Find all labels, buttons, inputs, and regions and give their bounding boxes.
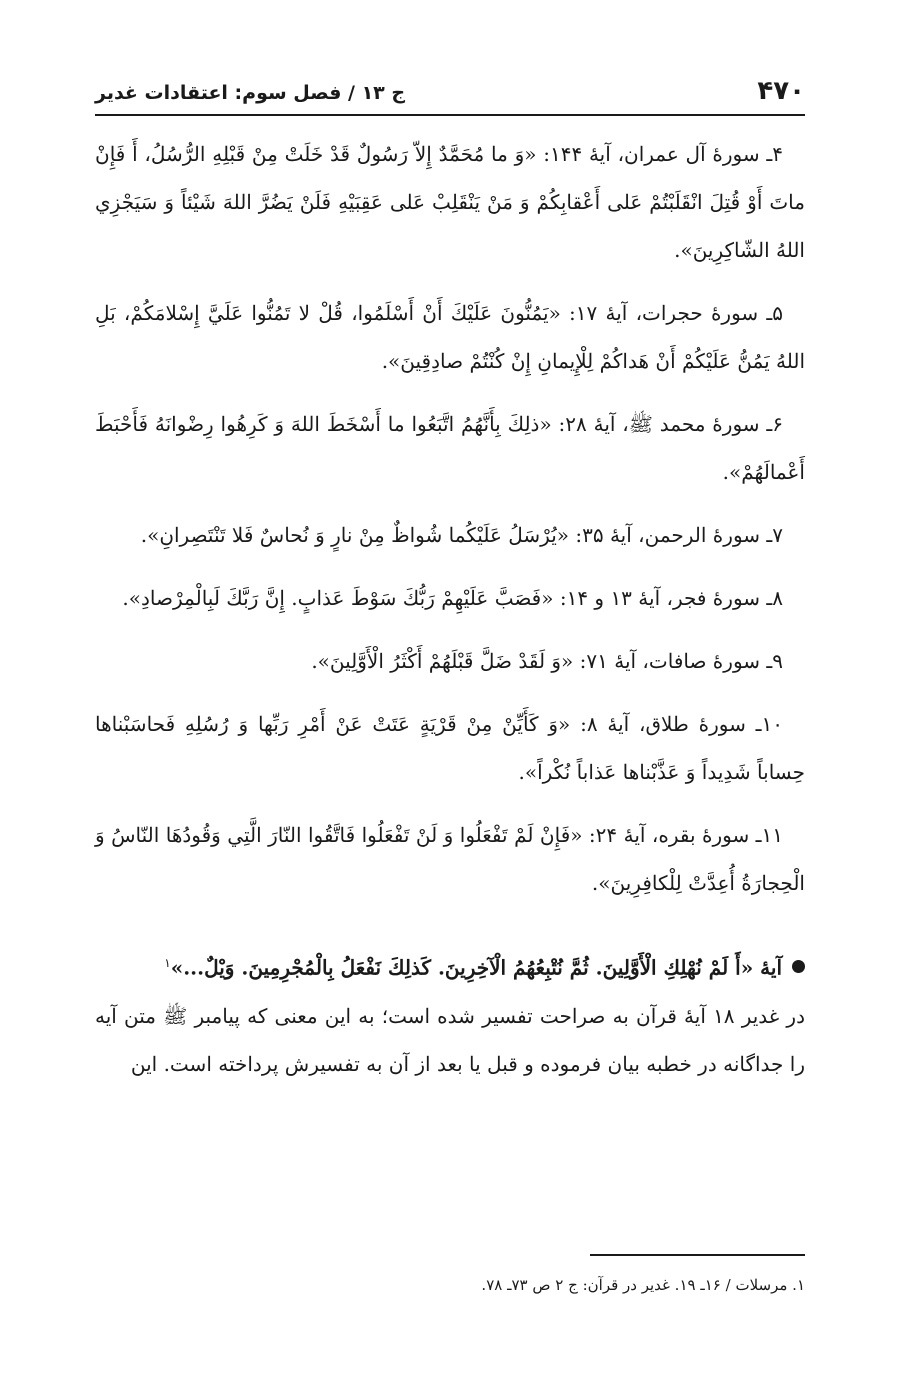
verse-item-4: ۴ـ سورۀ آل عمران، آیۀ ۱۴۴: «وَ ما مُحَمَّدٌ إِلاّ رَسُولٌ قَدْ خَلَتْ مِنْ قَبْلِهِ الرُّسُلُ، أَ فَإِنْ ماتَ أَوْ قُتِلَ انْقَلَبْتُمْ عَلى أَعْقابِكُمْ وَ مَنْ يَنْقَلِبْ عَلى عَقِبَيْهِ فَلَنْ يَضُرَّ اللهَ شَيْئاً وَ سَيَجْزِي اللهُ الشّاكِرِينَ».	[95, 142, 805, 262]
verse-item-10: ۱۰ـ سورۀ طلاق، آیۀ ۸: «وَ كَأَيِّنْ مِنْ قَرْيَةٍ عَتَتْ عَنْ أَمْرِ رَبِّها وَ رُسُلِهِ فَحاسَبْناها حِساباً شَدِيداً وَ عَذَّبْناها عَذاباً نُكْراً».	[95, 712, 805, 784]
page-body	[95, 130, 805, 1103]
header-divider	[95, 114, 805, 116]
verse-item-11: ۱۱ـ سورۀ بقره، آیۀ ۲۴: «فَإِنْ لَمْ تَفْعَلُوا وَ لَنْ تَفْعَلُوا فَاتَّقُوا النّارَ الَّتِي وَقُودُهَا النّاسُ وَ الْحِجارَةُ أُعِدَّتْ لِلْكافِرِينَ».	[95, 823, 805, 895]
bullet-dot-icon	[792, 960, 805, 973]
section-bullet	[95, 939, 805, 1088]
page-number: ۴۷۰	[757, 76, 805, 106]
footnote-divider	[590, 1254, 805, 1256]
verse-item-8: ۸ـ سورۀ فجر، آیۀ ۱۳ و ۱۴: «فَصَبَّ عَلَيْهِمْ رَبُّكَ سَوْطَ عَذابٍ. إِنَّ رَبَّكَ لَبِالْمِرْصادِ».	[122, 586, 783, 610]
running-title: ج ۱۳ / فصل سوم: اعتقادات غدیر	[95, 82, 406, 104]
page-header	[95, 76, 805, 116]
bullet-paragraph: در غدیر ۱۸ آیۀ قرآن به صراحت تفسیر شده است؛ به این معنی که پیامبر ﷺ متن آیه را جداگانه در خطبه بیان فرموده و قبل یا بعد از آن به تفسیرش پرداخته است. این	[95, 1003, 805, 1076]
footnote-text: ۱. مرسلات / ۱۶ـ ۱۹. غدیر در قرآن: ج ۲ ص ۷۳ـ ۷۸.	[481, 1276, 805, 1294]
bullet-heading-text: آیۀ «أَ لَمْ نُهْلِكِ الْأَوَّلِينَ. ثُمَّ نُتْبِعُهُمُ الْآخِرِينَ. كَذلِكَ نَفْعَلُ بِالْمُجْرِمِينَ. وَيْلٌ...»	[170, 955, 782, 980]
verse-item-6: ۶ـ سورۀ محمد ﷺ، آیۀ ۲۸: «ذلِكَ بِأَنَّهُمُ اتَّبَعُوا ما أَسْخَطَ اللهَ وَ كَرِهُوا رِضْوانَهُ فَأَحْبَطَ أَعْمالَهُمْ».	[95, 412, 805, 484]
verse-item-5: ۵ـ سورۀ حجرات، آیۀ ۱۷: «يَمُنُّونَ عَلَيْكَ أَنْ أَسْلَمُوا، قُلْ لا تَمُنُّوا عَلَيَّ إِسْلامَكُمْ، بَلِ اللهُ يَمُنُّ عَلَيْكُمْ أَنْ هَداكُمْ لِلْإِيمانِ إِنْ كُنْتُمْ صادِقِينَ».	[95, 301, 805, 373]
bullet-heading	[95, 939, 805, 992]
verse-item-9: ۹ـ سورۀ صافات، آیۀ ۷۱: «وَ لَقَدْ ضَلَّ قَبْلَهُمْ أَكْثَرُ الْأَوَّلِينَ».	[311, 649, 783, 673]
footnote-marker[interactable]: ۱	[164, 956, 171, 970]
verse-item-7: ۷ـ سورۀ الرحمن، آیۀ ۳۵: «يُرْسَلُ عَلَيْكُما شُواظٌ مِنْ نارٍ وَ نُحاسٌ فَلا تَنْتَصِرانِ».	[140, 523, 783, 547]
